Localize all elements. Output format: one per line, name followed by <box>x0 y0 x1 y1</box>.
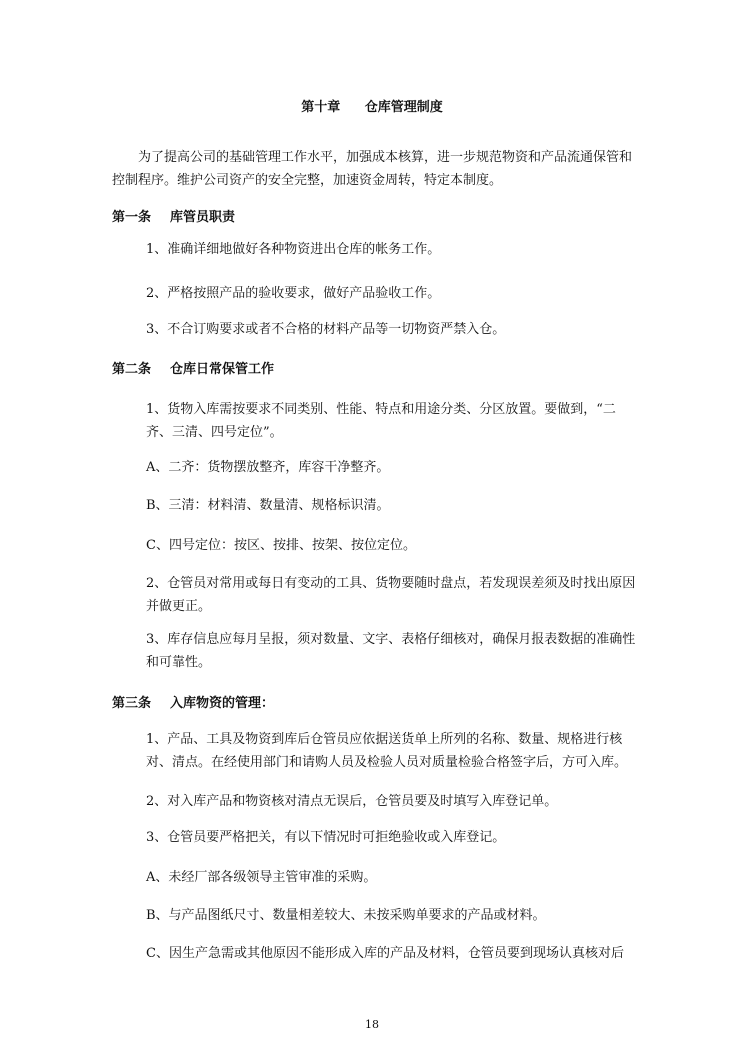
article-1-heading <box>112 206 235 225</box>
article-title: 入库物资的管理： <box>170 696 275 711</box>
article-title: 仓库日常保管工作 <box>170 362 275 377</box>
chapter-heading <box>0 96 744 115</box>
article-title: 库管员职责 <box>170 210 236 225</box>
article-3-heading <box>112 692 274 711</box>
article-number: 第一条 <box>112 210 152 225</box>
list-item: A、二齐：货物摆放整齐，库容干净整齐。 <box>146 460 390 475</box>
page-number: 18 <box>365 1018 379 1031</box>
list-item: 3、不合订购要求或者不合格的材料产品等一切物资严禁入仓。 <box>146 322 506 337</box>
list-item: 1、产品、工具及物资到库后仓管员应依据送货单上所列的名称、数量、规格进行核对、清点。在经使用部门和请购人员及检验人员对质量检验合格签字后，方可入库。 <box>146 732 628 770</box>
list-item: 3、仓管员要严格把关，有以下情况时可拒绝验收或入库登记。 <box>146 830 506 845</box>
article-number: 第三条 <box>112 696 152 711</box>
list-item: 3、库存信息应每月呈报，须对数量、文字、表格仔细核对，确保月报表数据的准确性和可靠性。 <box>146 632 636 670</box>
list-item: 2、严格按照产品的验收要求，做好产品验收工作。 <box>146 286 441 301</box>
article-2-heading <box>112 358 274 377</box>
chapter-title: 仓库管理制度 <box>364 100 443 115</box>
list-item: 1、准确详细地做好各种物资进出仓库的帐务工作。 <box>146 242 441 257</box>
list-item: 2、对入库产品和物资核对清点无误后，仓管员要及时填写入库登记单。 <box>146 794 558 809</box>
list-item: C、因生产急需或其他原因不能形成入库的产品及材料，仓管员要到现场认真核对后 <box>146 946 624 961</box>
intro-paragraph: 为了提高公司的基础管理工作水平，加强成本核算，进一步规范物资和产品流通保管和控制程序。维护公司资产的安全完整，加速资金周转，特定本制度。 <box>112 150 633 188</box>
list-item: 2、仓管员对常用或每日有变动的工具、货物要随时盘点，若发现误差须及时找出原因并做更正。 <box>146 576 636 614</box>
article-number: 第二条 <box>112 362 152 377</box>
list-item: C、四号定位：按区、按排、按架、按位定位。 <box>146 538 416 553</box>
list-item: B、与产品图纸尺寸、数量相差较大、未按采购单要求的产品或材料。 <box>146 908 546 923</box>
list-item: B、三清：材料清、数量清、规格标识清。 <box>146 498 390 513</box>
chapter-number: 第十章 <box>301 100 341 115</box>
list-item: A、未经厂部各级领导主管审准的采购。 <box>146 870 377 885</box>
list-item: 1、货物入库需按要求不同类别、性能、特点和用途分类、分区放置。要做到，“二齐、三清、四号定位”。 <box>146 402 616 440</box>
